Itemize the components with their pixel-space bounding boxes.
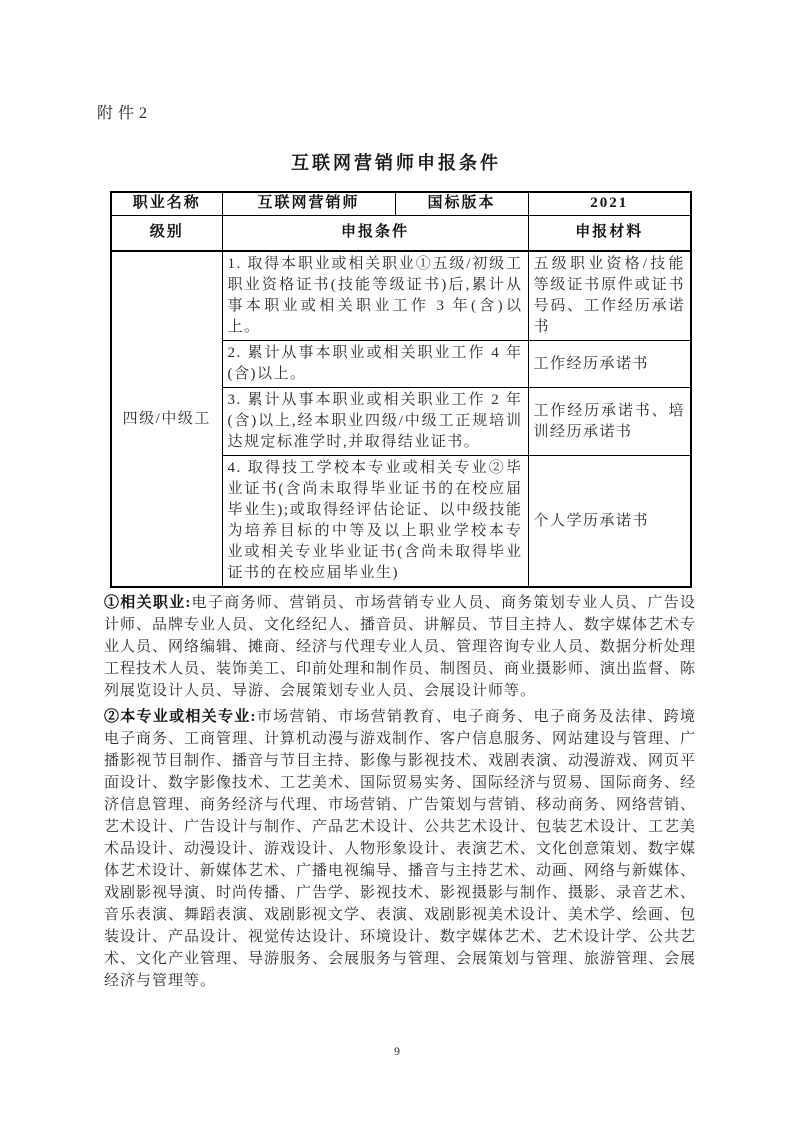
material-cell-1: 五级职业资格/技能等级证书原件或证书号码、工作经历承诺书 [528,251,691,341]
national-standard-value: 2021 [528,192,691,215]
condition-cell-2: 2. 累计从事本职业或相关职业工作 4 年(含)以上。 [222,341,528,388]
table-header-row-1 [111,192,691,215]
occupation-name-value: 互联网营销师 [222,192,395,215]
attachment-label: 附件2 [97,105,153,122]
table-row [111,251,691,341]
level-cell: 四级/中级工 [111,251,222,587]
conditions-column-header: 申报条件 [222,215,528,251]
material-cell-2: 工作经历承诺书 [528,341,691,388]
level-column-header: 级别 [111,215,222,251]
condition-cell-3: 3. 累计从事本职业或相关职业工作 2 年(含)以上,经本职业四级/中级工正规培训达规定标准学时,并取得结业证书。 [222,388,528,456]
materials-column-header: 申报材料 [528,215,691,251]
footnote-related-occupations [104,592,696,702]
table-header-row-2 [111,215,691,251]
page-title: 互联网营销师申报条件 [291,153,501,173]
footnote-1-text: 电子商务师、营销员、市场营销专业人员、商务策划专业人员、广告设计师、品牌专业人员、文化经纪人、播音员、讲解员、节目主持人、数字媒体艺术专业人员、网络编辑、摊商、经济与代理专业人员、管理咨询专业人员、数据分析处理工程技术人员、装饰美工、印前处理和制作员、制图员、商业摄影师、演出监督、陈列展览设计人员、导游、会展策划专业人员、会展设计师等。 [104,595,697,699]
material-cell-3: 工作经历承诺书、培训经历承诺书 [528,388,691,456]
material-cell-4: 个人学历承诺书 [528,456,691,588]
occupation-name-label: 职业名称 [111,192,222,215]
page-number: 9 [394,1044,400,1058]
condition-cell-1: 1. 取得本职业或相关职业①五级/初级工职业资格证书(技能等级证书)后,累计从事本职业或相关职业工作 3 年(含)以上。 [222,251,528,341]
footnote-2-text: 市场营销、市场营销教育、电子商务、电子商务及法律、跨境电子商务、工商管理、计算机动漫与游戏制作、客户信息服务、网站建设与管理、广播影视节目制作、播音与节目主持、影像与影视技术、戏剧表演、动漫游戏、网页平面设计、数字影像技术、工艺美术、国际贸易实务、国际经济与贸易、国际商务、经济信息管理、商务经济与代理、市场营销、广告策划与营销、移动商务、网络营销、艺术设计、广告设计与制作、产品艺术设计、公共艺术设计、包装艺术设计、工艺美术品设计、动漫设计、游戏设计、人物形象设计、表演艺术、文化创意策划、数字媒体艺术设计、新媒体艺术、广播电视编导、播音与主持艺术、动画、网络与新媒体、戏剧影视导演、时尚传播、广告学、影视技术、影视摄影与制作、摄影、录音艺术、音乐表演、舞蹈表演、戏剧影视文学、表演、戏剧影视美术设计、美术学、绘画、包装设计、产品设计、视觉传达设计、环境设计、数字媒体艺术、艺术设计学、公共艺术、文化产业管理、导游服务、会展服务与管理、会展策划与管理、旅游管理、会展经济与管理等。 [104,709,697,989]
condition-cell-4: 4. 取得技工学校本专业或相关专业②毕业证书(含尚未取得毕业证书的在校应届毕业生);或取得经评估论证、以中级技能为培养目标的中等及以上职业学校本专业或相关专业毕业证书(含尚未取得毕业证书的在校应届毕业生) [222,456,528,588]
footnote-related-majors [104,706,696,992]
conditions-table [110,191,692,588]
national-standard-label: 国标版本 [395,192,528,215]
footnote-2-label: ②本专业或相关专业: [104,709,257,725]
footnote-1-label: ①相关职业: [104,595,192,611]
